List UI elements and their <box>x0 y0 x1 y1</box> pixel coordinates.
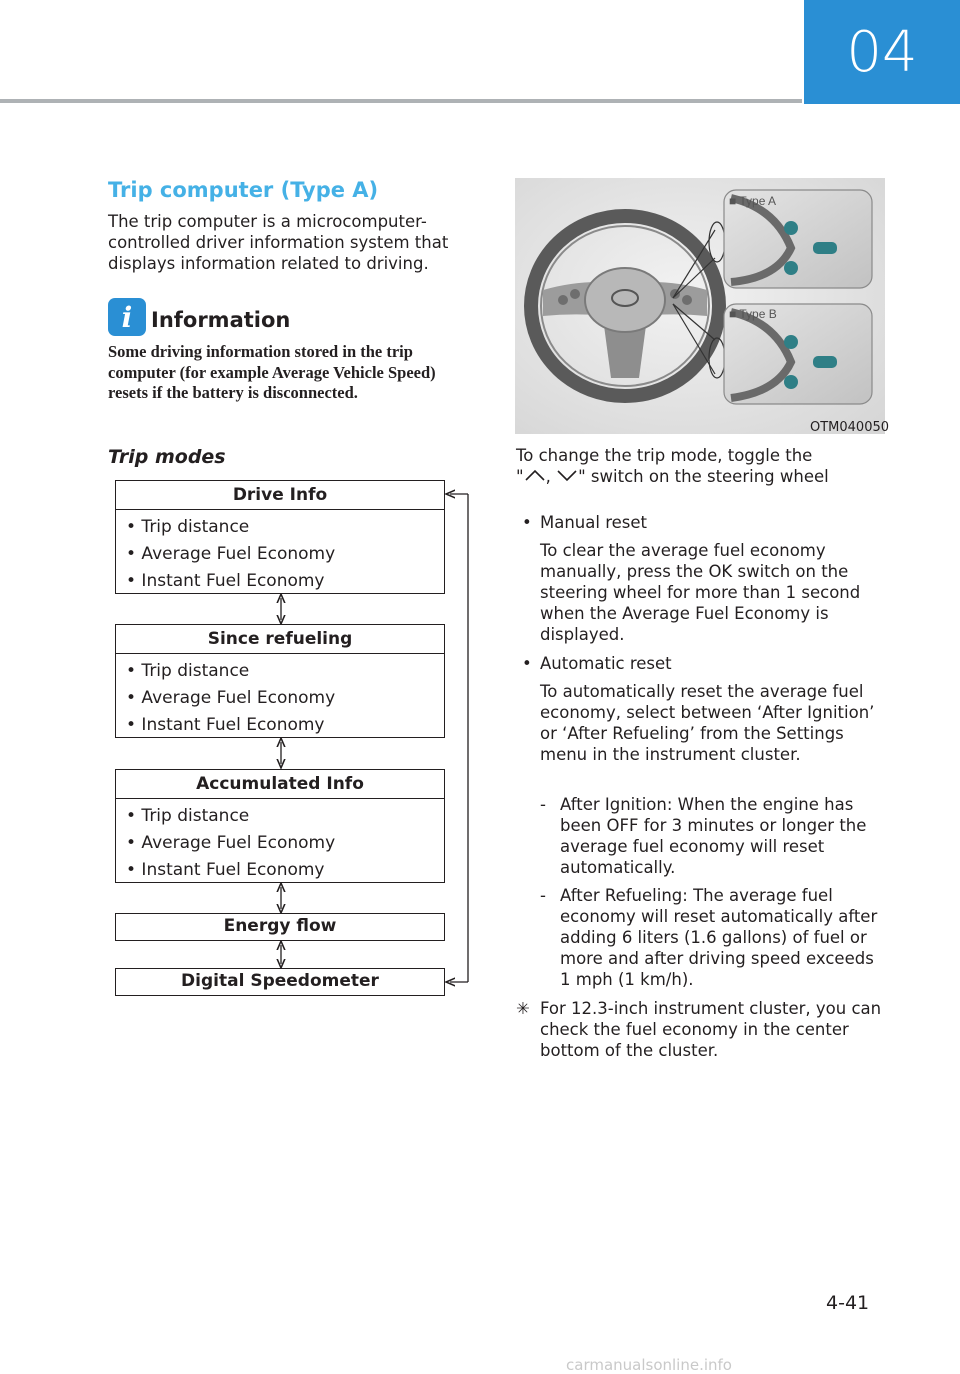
mode-item: • Trip distance <box>126 806 250 826</box>
mode-item: • Average Fuel Economy <box>126 688 336 708</box>
dash-icon: - <box>540 886 546 905</box>
watermark: carmanualsonline.info <box>566 1356 732 1374</box>
info-icon: i <box>108 298 146 336</box>
note-text: For 12.3-inch instrument cluster, you can check the fuel economy in the center bottom of the cluster. <box>540 999 882 1060</box>
quote-open: " <box>516 467 524 486</box>
type-a-label: ■ Type A <box>729 194 777 208</box>
mode-title: Energy flow <box>223 916 337 936</box>
chevron-down-icon <box>556 468 578 482</box>
switch-text: " switch on the steering wheel <box>578 467 829 486</box>
mode-item: • Trip distance <box>126 517 250 537</box>
type-b-label: ■ Type B <box>729 307 777 321</box>
chapter-tab: 04 <box>804 0 960 104</box>
toggle-instruction-line2 <box>516 466 886 487</box>
trip-modes-title: Trip modes <box>108 446 226 468</box>
mode-item: • Instant Fuel Economy <box>126 571 325 591</box>
manual-reset-body: To clear the average fuel economy manually, press the OK switch on the steering wheel for more than 1 second when the Average Fuel Economy is displayed. <box>540 541 861 644</box>
mode-item: • Trip distance <box>126 661 250 681</box>
figure-caption: OTM040050 <box>810 420 890 435</box>
info-body: Some driving information stored in the trip computer (for example Average Vehicle Speed) resets if the battery is disconnected. <box>108 342 436 402</box>
mode-item: • Instant Fuel Economy <box>126 860 325 880</box>
wheel-hub <box>585 268 665 332</box>
automatic-reset-body: To automatically reset the average fuel economy, select between ‘After Ignition’ or ‘After Refueling’ from the Settings menu in the instrument cluster. <box>540 682 875 764</box>
mode-title: Drive Info <box>116 481 444 510</box>
separator: , <box>545 467 551 486</box>
dash-icon: - <box>540 795 546 814</box>
note-icon: ✳ <box>516 999 530 1018</box>
intro-text: The trip computer is a microcomputer-controlled driver information system that displays information related to driving. <box>108 212 449 273</box>
mode-title: Digital Speedometer <box>181 971 379 991</box>
bullet-icon: • <box>522 654 532 673</box>
mode-title: Since refueling <box>116 625 444 654</box>
mode-item: • Instant Fuel Economy <box>126 715 325 735</box>
manual-reset-title: Manual reset <box>540 513 647 532</box>
page-number: 4-41 <box>826 1292 870 1314</box>
sub-item-text: After Ignition: When the engine has been OFF for 3 minutes or longer the average fuel economy will reset automatically. <box>560 795 867 877</box>
automatic-reset-title: Automatic reset <box>540 654 672 673</box>
chevron-up-icon <box>524 468 546 482</box>
bullet-icon: • <box>522 513 532 532</box>
mode-title: Accumulated Info <box>116 770 444 799</box>
mode-item: • Average Fuel Economy <box>126 833 336 853</box>
section-title: Trip computer (Type A) <box>108 178 379 202</box>
info-title: Information <box>151 308 291 332</box>
toggle-instruction-line1: To change the trip mode, toggle the <box>516 446 813 465</box>
mode-item: • Average Fuel Economy <box>126 544 336 564</box>
sub-item-text: After Refueling: The average fuel economy will reset automatically after adding 6 liters (1.6 gallons) of fuel or more and after driving speed exceeds 1 mph (1 km/h). <box>560 886 878 989</box>
steering-wheel-figure <box>515 178 885 434</box>
